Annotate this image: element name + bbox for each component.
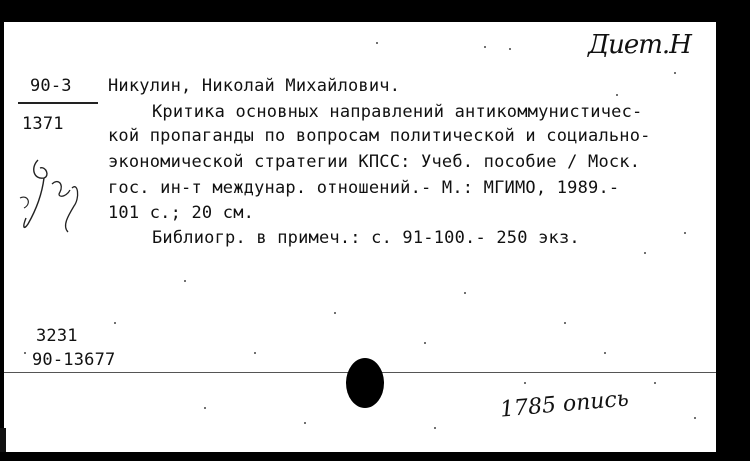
- scan-border-bottom: [0, 452, 750, 461]
- speckle: [564, 322, 566, 324]
- classification-bottom: 1371: [22, 114, 64, 134]
- speckle: [604, 352, 606, 354]
- description-line: экономической стратегии КПСС: Учеб. пособие / Моск.: [108, 152, 641, 172]
- speckle: [654, 382, 656, 384]
- handwritten-mark-bottom: 1785 опись: [499, 386, 630, 423]
- classification-top: 90-3: [30, 76, 72, 96]
- catalog-card: [4, 22, 716, 452]
- speckle: [24, 352, 26, 354]
- speckle: [694, 417, 696, 419]
- scan-edge-mark: [0, 428, 6, 452]
- registration-number: 90-13677: [32, 350, 116, 370]
- speckle: [114, 322, 116, 324]
- speckle: [509, 48, 511, 50]
- description-line: Критика основных направлений антикоммунистичес-: [152, 102, 643, 122]
- author-name: Никулин, Николай Михайлович.: [108, 76, 401, 96]
- speckle: [524, 382, 526, 384]
- speckle: [204, 407, 206, 409]
- description-line: кой пропаганды по вопросам политической и социально-: [108, 126, 651, 146]
- speckle: [434, 427, 436, 429]
- speckle: [684, 232, 686, 234]
- speckle: [254, 352, 256, 354]
- handwritten-mark-top: Диет.Н: [588, 30, 691, 60]
- speckle: [674, 72, 676, 74]
- description-line: 101 с.; 20 см.: [108, 203, 255, 223]
- punch-hole: [346, 358, 384, 408]
- speckle: [616, 94, 618, 96]
- speckle: [424, 342, 426, 344]
- description-line: гос. ин-т междунар. отношений.- М.: МГИМО, 1989.-: [108, 178, 620, 198]
- speckle: [334, 312, 336, 314]
- scan-border-top: [0, 0, 750, 22]
- inventory-number: 3231: [36, 326, 78, 346]
- bibliography-note: Библиогр. в примеч.: с. 91-100.- 250 экз.: [152, 228, 580, 248]
- speckle: [304, 422, 306, 424]
- handwritten-signature: [14, 154, 94, 236]
- speckle: [184, 280, 186, 282]
- speckle: [464, 292, 466, 294]
- classification-divider: [18, 102, 98, 104]
- speckle: [644, 252, 646, 254]
- speckle: [484, 46, 486, 48]
- speckle: [376, 42, 378, 44]
